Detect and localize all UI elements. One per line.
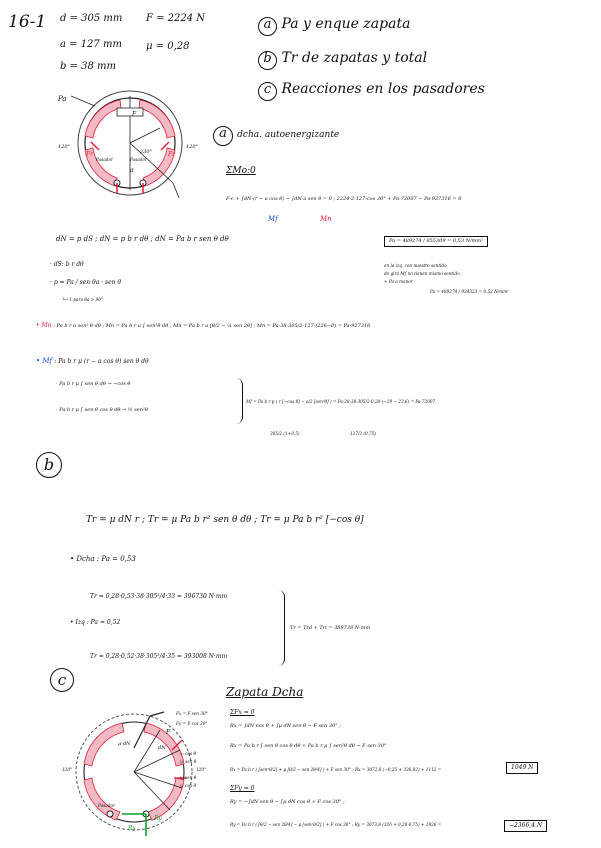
part-b-brace [278,590,285,666]
part-a-mf-row [36,358,149,365]
task-text-a: Pa y enque zapata [281,16,411,32]
shoe-fig-ry: Ry [154,815,162,822]
fig1-dim-F: F [132,111,137,118]
part-c-rx2: Rx = Pa b r ∫ sen θ cos θ dθ + Pa b r μ ∫ sen²θ dθ − F sen 30° [230,743,387,749]
fig1-fr-right: Fr [168,151,176,158]
given-b: b = 38 mm [60,61,117,72]
given-d: d = 305 mm [60,13,123,24]
shoe-fig-r4: y: cos θ [180,783,196,788]
given-a: a = 127 mm [60,39,122,50]
task-marker-a: a [258,17,277,36]
shoe-fig-f: F [166,729,171,736]
part-a-mf-under: Mf [268,215,278,223]
fig1-fr-left: Fr [86,151,94,158]
shoe-fig-120-left: 120° [62,767,73,772]
shoe-fig-120-right: 120° [196,767,207,772]
fig1-angle-right: 120° [186,144,199,150]
part-a-brace [236,378,243,424]
shoe-fig-rx: Rx [128,825,136,832]
fig1-dim-a: a [130,167,134,174]
fig1-pivot-left: Pasador [96,157,113,162]
part-c-rx3: Rx = Pa b r ( [sen²θ/2] + μ [θ/2 − sen 2θ/4] ) + F sen 30° ; Rx = 3072,8 (−0,25 + 336,02) + 1112 = [230,767,442,772]
part-c-rx-box: 1049 N [506,762,538,774]
problem-number: 16-1 [8,12,47,32]
part-a-note3: + Pa a menor [384,279,413,284]
fig1-angle-left: 120° [58,144,71,150]
part-a-p: · p = Pa / sen θa · sen θ [50,279,122,286]
part-a-pa-left: Pa = 489274 / 934323 = 0,52 N/mm² [430,289,509,294]
task-c [258,82,485,101]
shoe-fig-r2: y: sen θ [180,759,197,764]
part-a-note1: en la izq. con nuestro sentido [384,263,447,268]
shoe-fig-dn: dN [158,745,166,751]
fig1-dim-230: 230° [140,149,153,155]
part-a-mn-label: • Mn [36,322,52,329]
task-marker-c: c [258,82,277,101]
part-a-heading-text: dcha. autoenergizante [237,130,340,140]
part-b-tr-dcha: Tr = 0,28·0,53·38·305²/4·33 = 396730 N·mm [90,593,228,600]
shoe-fig-fx: Fx = F sen 30° [176,711,208,716]
brake-figure [55,88,210,198]
part-c-marker: c [50,668,74,692]
part-a-heading [213,126,339,146]
part-a-pa-box: Pa = 489274 / 855309 = 0,53 N/mm² [384,236,488,247]
part-b-tr-eq: Tr = μ dN r ; Tr = μ Pa b r² sen θ dθ ; Tr = μ Pa b r² [−cos θ] [86,515,364,525]
part-a-int1: · Pa b r μ ∫ sen θ dθ → −cos θ [56,381,131,387]
part-a-mf-label: • Mf [36,357,53,365]
part-c-sum-fy: ΣFy = 0 [230,785,255,792]
part-a-sub1: 305/2 (1+0,5) [270,431,300,436]
part-a-eq1: F·c + ∫dN·(r − a cos θ) − ∫dN·a sen θ = 0 ; 2224·2·127·cos 30° + Pa·72007 − Pa·927316 = 0 [226,196,462,202]
part-c-ry2: Ry = Pa b r ( [θ/2 − sen 2θ/4] − μ [sen²θ/2] ) + F cos 30° ; Ry = 3073,8 (326 + 0,28·0,75) + 1926 = [230,822,442,827]
task-text-c: Reacciones en los pasadores [281,81,485,97]
given-mu: μ = 0,28 [146,41,190,52]
fig1-pa-label: Pa [58,95,67,103]
part-b-dcha: • Dcha : Pa = 0,53 [70,555,136,563]
shoe-fig-r3: x: sen θ [180,775,197,780]
part-a-mn-under: Mn [320,215,332,223]
part-a-dn: dN = p dS ; dN = p b r dθ ; dN = Pa b r sen θ dθ [56,235,229,243]
part-b-izq: • Izq : Pa = 0,52 [70,619,121,626]
shoe-fig-r1: x: cos θ [180,751,196,756]
shoe-fig-fy: Fy = F cos 30° [176,721,208,726]
part-a-note2: de giro Mf no tienen mismo sentido [384,271,460,276]
part-a-marker: a [213,126,233,146]
task-marker-b: b [258,51,277,70]
part-c-ry-box: −2366,4 N [504,820,547,832]
shoe-fig-mu-dn: μ dN [118,741,131,747]
part-a-mn-eq: : Pa b r a sen² θ dθ ; Mn = Pa b r a ∫ sen²θ dθ ; Mn = Pa b r a [θ/2 − ¼ sen 2θ] ; Mn = Pa·38·305/2·127·(226−0) = Pa·927316 [53,323,371,329]
task-b [258,51,427,70]
part-a-ds: · dS: b r dθ [50,261,84,268]
part-b-tr-total: Tr = Trd + Tri = 389738 N·mm [290,625,371,631]
part-c-sum-fx: ΣFx = 0 [230,709,255,716]
part-a-sub2: 127/2 (0,75) [350,431,376,436]
shoe-fig-pasador: Pasador [98,803,115,808]
part-a-mf-result: Mf = Pa b r μ ( r [−cos θ] − a/2 [sen²θ] ) = Pa·28·38·305/2·0,28·(−29 − 23,6) = Pa·72007 [246,399,436,404]
given-F: F = 2224 N [146,13,206,24]
task-text-b: Tr de zapatas y total [281,50,428,66]
part-c-ry1: Ry = −∫dN sen θ − ∫μ dN cos θ + F cos 30° ; [230,799,345,805]
fig1-pivot-right: Pasador [130,157,147,162]
part-c-rx1: Rx = ∫dN cos θ + ∫μ dN sen θ − F sen 30° ; [230,723,341,729]
part-a-mf-eq: : Pa b r μ (r − a cos θ) sen θ dθ [54,358,149,365]
part-a-int2: · Pa b r μ ∫ sen θ cos θ dθ → ½ sen²θ [56,407,148,413]
part-b-marker: b [36,452,62,478]
part-a-p-note: └→ 1 para θa > 90° [62,297,103,302]
part-a-mn-row [36,323,370,329]
task-a [258,17,410,36]
part-a-sum: ΣMo:0 [226,166,256,176]
part-c-title: Zapata Dcha [226,685,304,699]
part-b-tr-izq: Tr = 0,28·0,52·38·305²/4·35 = 393008 N·mm [90,653,228,660]
